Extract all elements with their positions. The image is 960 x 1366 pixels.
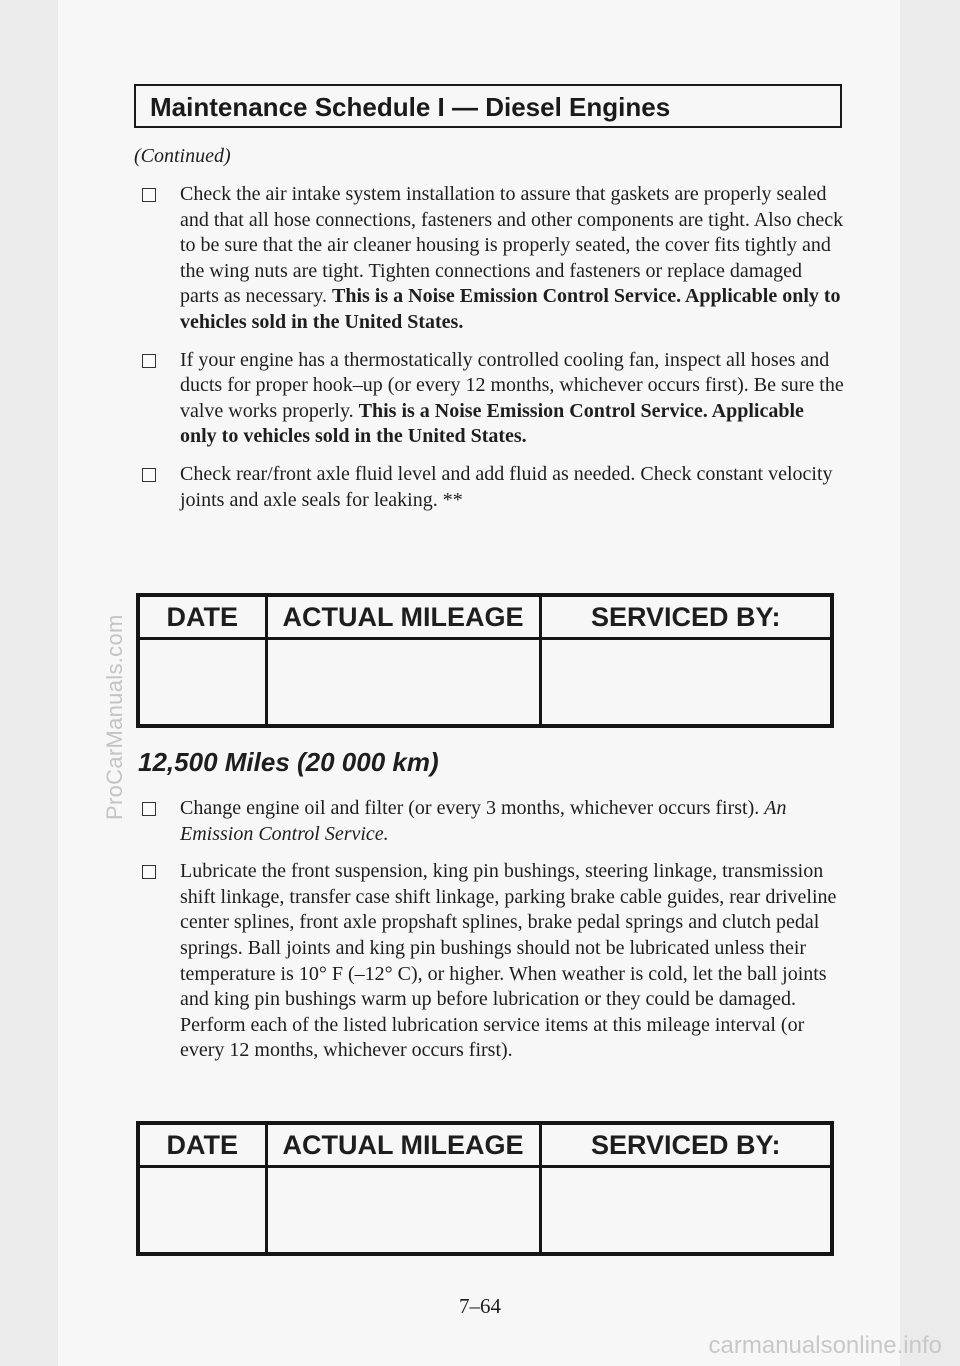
column-header-date: DATE (138, 1123, 266, 1167)
item-text: Check the air intake system installation to assure that gaskets are properly sealed and that all hose connections, fasteners and other components are tight. Also check to be sure that the air cleaner housing is properly seated, the cover fits tightly and the wing nuts are tight. Tighten connections and fasteners or replace damaged parts as necessary. (180, 183, 844, 308)
column-header-actual-mileage: ACTUAL MILEAGE (266, 595, 540, 639)
column-header-actual-mileage: ACTUAL MILEAGE (266, 1123, 540, 1167)
date-cell[interactable] (138, 1167, 266, 1255)
mileage-interval-heading: 12,500 Miles (20 000 km) (138, 747, 439, 777)
item-bold-note: This is a Noise Emission Control Service. Applicable only to vehicles sold in the United States. (180, 285, 841, 333)
checklist-section-1 (134, 182, 844, 525)
item-bold-note: This is a Noise Emission Control Service. Applicable only to vehicles sold in the United States. (180, 399, 804, 448)
service-log-table-1 (136, 593, 834, 728)
column-header-date: DATE (138, 595, 266, 639)
checkbox-icon[interactable] (142, 802, 156, 816)
checklist-item (134, 859, 844, 1064)
serviced-by-cell[interactable] (540, 1167, 832, 1255)
checkbox-icon[interactable] (142, 865, 156, 879)
mileage-cell[interactable] (266, 1167, 540, 1255)
column-header-serviced-by: SERVICED BY: (540, 1123, 832, 1167)
service-log-table-2 (136, 1121, 834, 1256)
item-italic-note: An Emission Control Service. (180, 797, 787, 845)
page-number: 7–64 (459, 1294, 501, 1318)
checkbox-icon[interactable] (142, 468, 156, 482)
item-text: If your engine has a thermostatically controlled cooling fan, inspect all hoses and ducts for proper hook–up (or every 12 months, whichever occurs first). Be sure the valve works properly. (180, 348, 844, 422)
column-header-serviced-by: SERVICED BY: (540, 595, 832, 639)
checklist-item (134, 796, 844, 847)
watermark-procarmanuals: ProCarManuals.com (102, 614, 127, 820)
checklist-item (134, 348, 844, 450)
item-text: Change engine oil and filter (or every 3 months, whichever occurs first). (180, 797, 765, 819)
item-text: Lubricate the front suspension, king pin bushings, steering linkage, transmission shift linkage, transfer case shift linkage, parking brake cable guides, rear driveline center splines, front axle propshaft splines, brake pedal springs and clutch pedal springs. Ball joints and king pin bushings should not be lubricated unless their temperature is 10° F (–12° C), or higher. When weather is cold, let the ball joints and king pin bushings warm up before lubrication or they could be damaged. Perform each of the listed lubrication service items at this mileage interval (or every 12 months, whichever occurs first). (180, 860, 837, 1062)
mileage-cell[interactable] (266, 639, 540, 727)
checkbox-icon[interactable] (142, 354, 156, 368)
page-title: Maintenance Schedule I — Diesel Engines (150, 92, 671, 122)
checkbox-icon[interactable] (142, 188, 156, 202)
item-text: Check rear/front axle fluid level and add fluid as needed. Check constant velocity joints and axle seals for leaking. ** (180, 462, 833, 511)
checklist-item (134, 462, 844, 513)
section-header-box (134, 84, 842, 128)
serviced-by-cell[interactable] (540, 639, 832, 727)
continued-label: (Continued) (134, 145, 231, 167)
date-cell[interactable] (138, 639, 266, 727)
checklist-section-2 (134, 796, 844, 1076)
watermark-carmanualsonline: carmanualsonline.info (708, 1332, 942, 1359)
checklist-item (134, 182, 844, 336)
